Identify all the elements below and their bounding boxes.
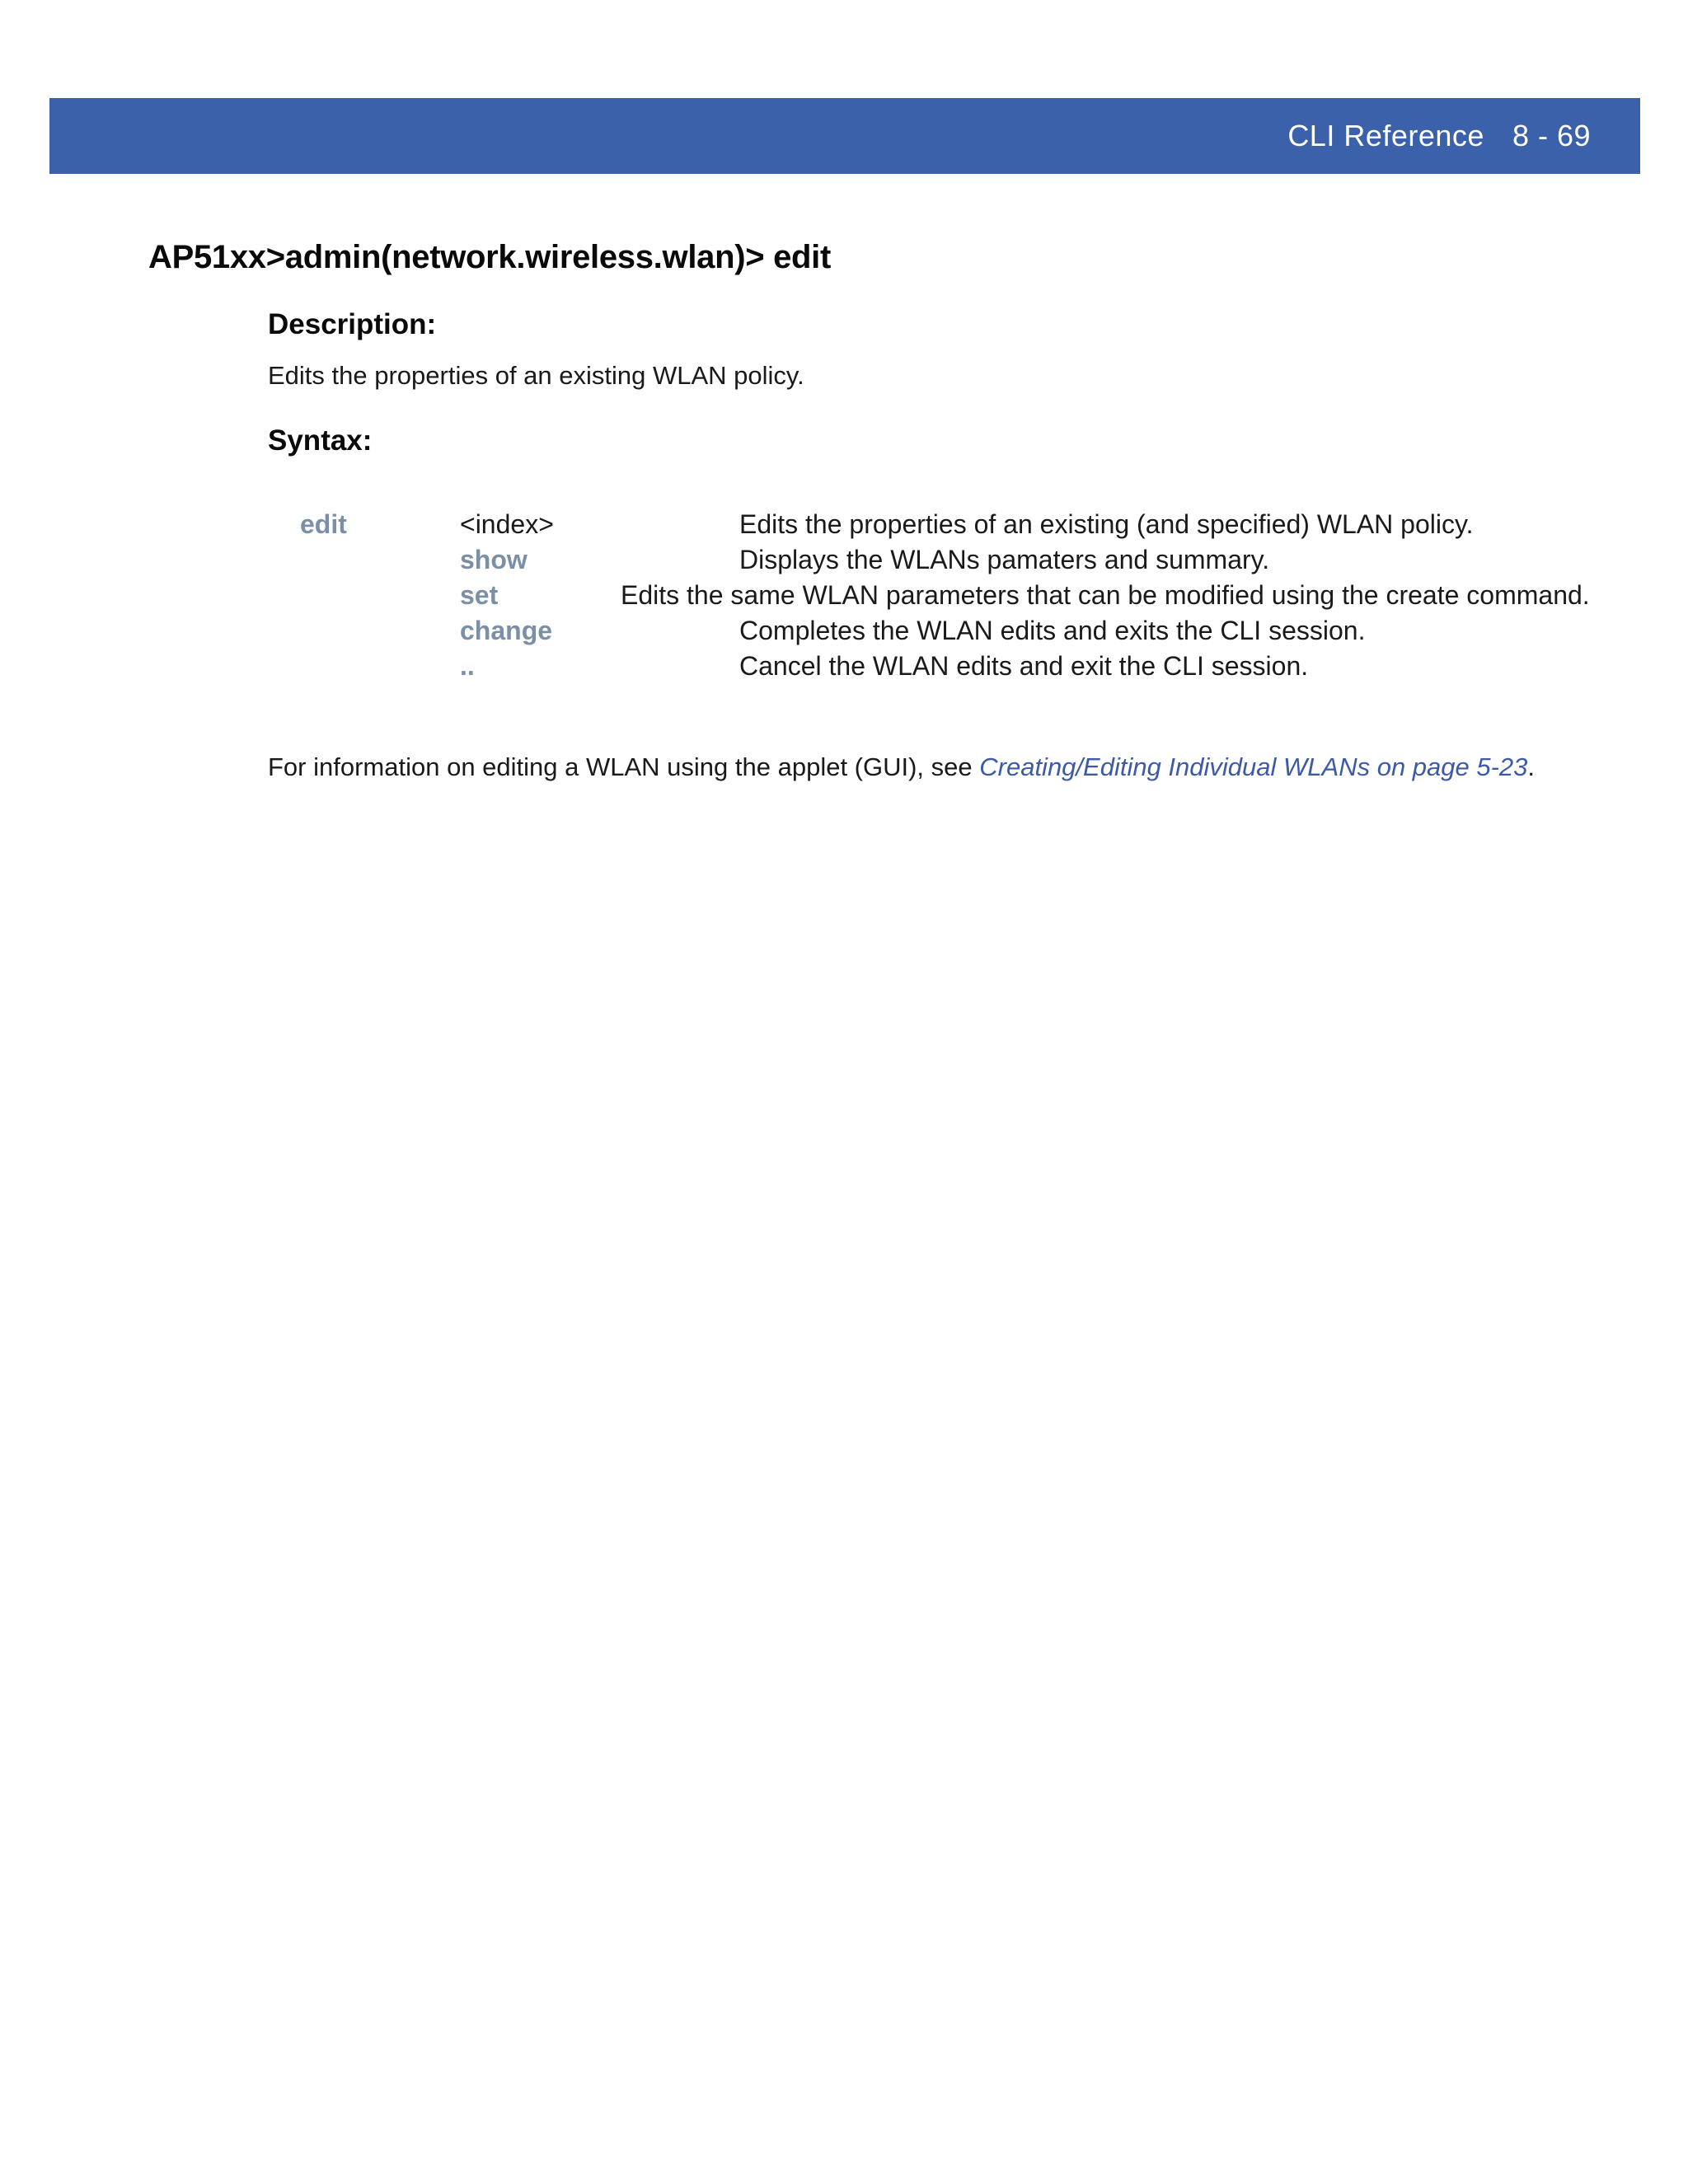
header-section-title: CLI Reference xyxy=(1287,119,1484,152)
syntax-param-show: show xyxy=(460,545,528,574)
gui-reference-note xyxy=(268,752,1535,782)
gui-reference-link[interactable]: Creating/Editing Individual WLANs on page 5-23 xyxy=(979,752,1528,781)
description-text: Edits the properties of an existing WLAN policy. xyxy=(268,361,804,390)
gui-reference-text: For information on editing a WLAN using the applet (GUI), see xyxy=(268,752,980,781)
gui-reference-end: . xyxy=(1527,752,1536,781)
description-heading: Description: xyxy=(268,308,437,340)
syntax-param-set: set xyxy=(460,580,499,610)
syntax-param-exit: .. xyxy=(460,651,475,681)
syntax-desc-show: Displays the WLANs pamaters and summary. xyxy=(739,545,1270,574)
header-page-number: 8 - 69 xyxy=(1512,119,1591,152)
page-header-bar xyxy=(49,98,1640,174)
syntax-param-index: <index> xyxy=(460,509,554,539)
page-header-text xyxy=(1287,98,1591,174)
syntax-param-change: change xyxy=(460,616,553,645)
syntax-desc-set: Edits the same WLAN parameters that can be modified using the create command. xyxy=(621,580,1590,610)
syntax-desc-exit: Cancel the WLAN edits and exit the CLI session. xyxy=(739,651,1309,681)
command-title: AP51xx>admin(network.wireless.wlan)> edit xyxy=(148,239,832,275)
syntax-desc-change: Completes the WLAN edits and exits the CLI session. xyxy=(739,616,1366,645)
syntax-desc-index: Edits the properties of an existing (and specified) WLAN policy. xyxy=(739,509,1474,539)
syntax-heading: Syntax: xyxy=(268,424,373,457)
syntax-command: edit xyxy=(300,509,347,539)
